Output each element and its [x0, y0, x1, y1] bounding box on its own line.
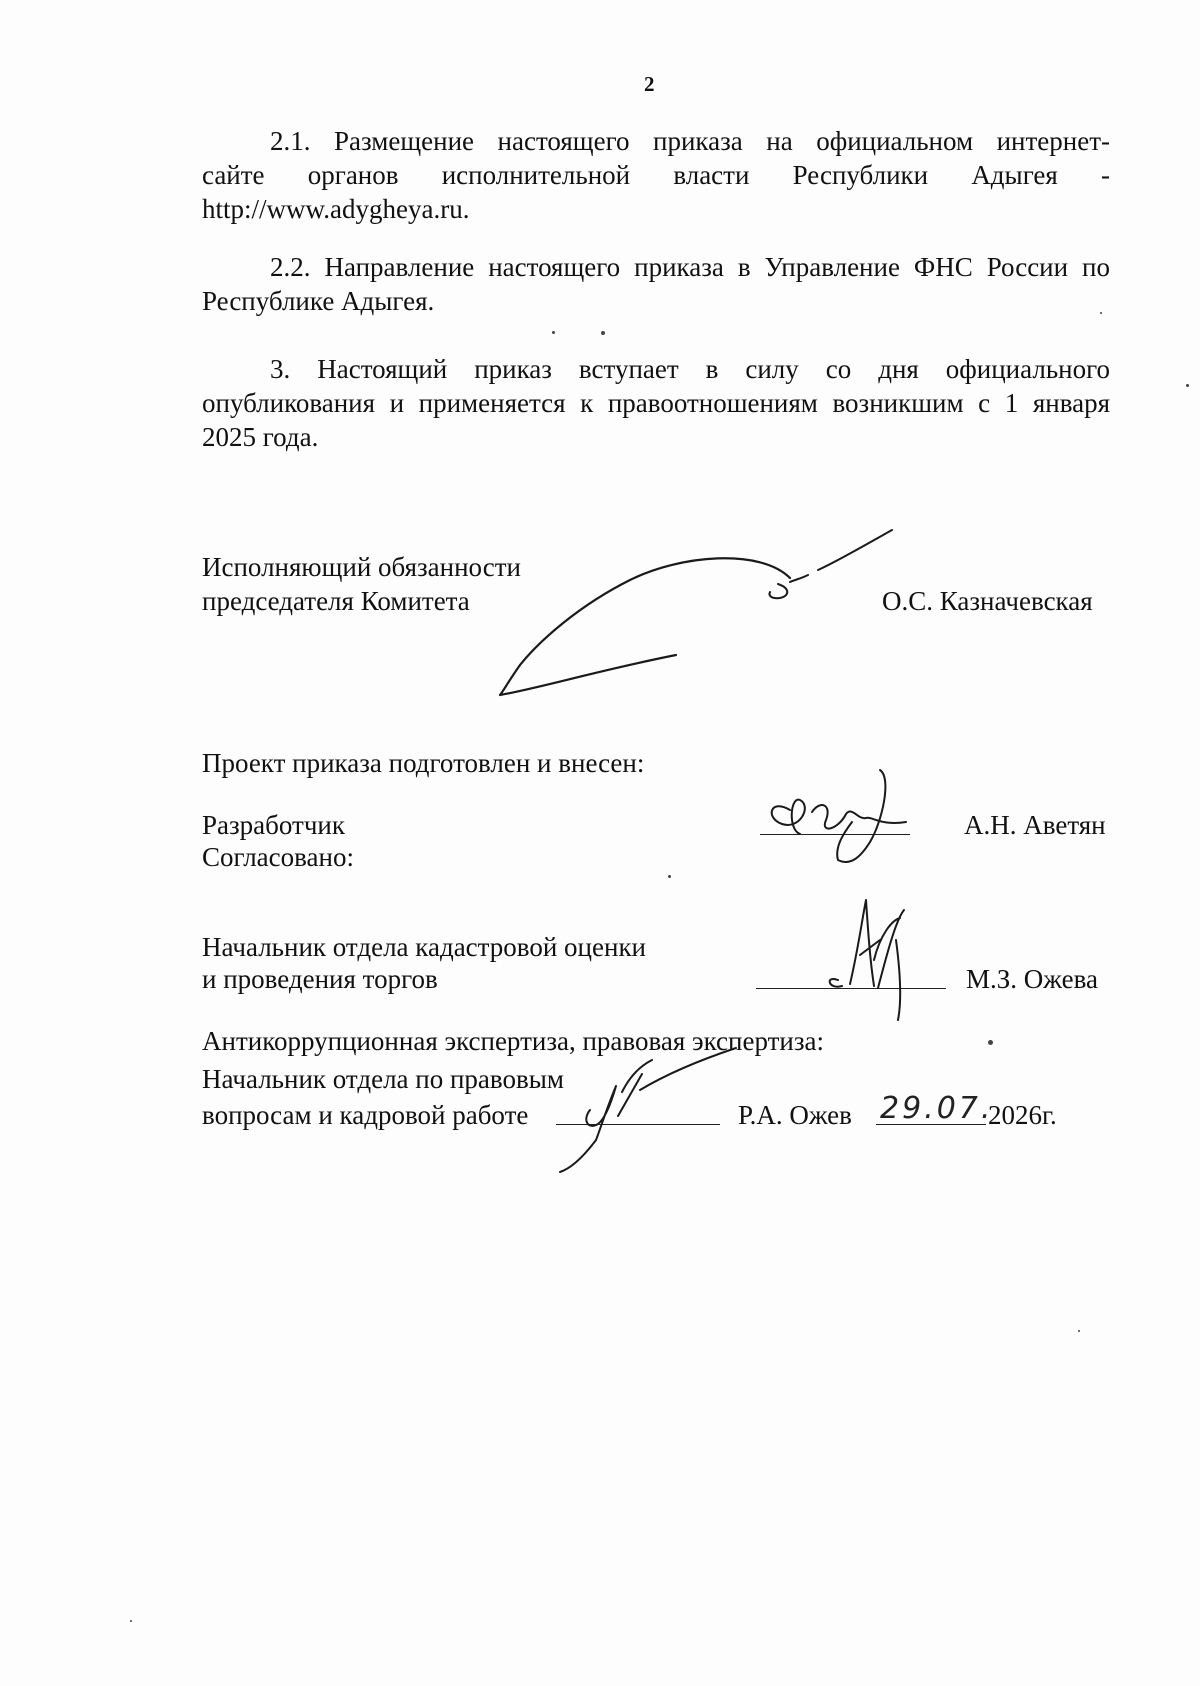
paragraph-2-1-line1: 2.1. Размещение настоящего приказа на официальном интернет- [270, 126, 1110, 156]
word: сайте [202, 160, 265, 190]
signatory-position-line2: председателя Комитета [202, 586, 470, 616]
scan-speck [1078, 1330, 1080, 1332]
scan-speck [130, 1620, 132, 1622]
page-number: 2 [644, 72, 655, 96]
legal-head-line1: Начальник отдела по правовым [202, 1064, 564, 1094]
paragraph-2-2-line1: 2.2. Направление настоящего приказа в Управление ФНС России по [270, 252, 1110, 282]
cadastral-head-line2: и проведения торгов [202, 964, 438, 994]
developer-label: Разработчик [202, 810, 345, 840]
word: - [1101, 160, 1111, 190]
paragraph-2-2-line2: Республике Адыгея. [202, 286, 435, 316]
scan-speck [552, 331, 555, 334]
paragraph-2-1 [202, 124, 1110, 226]
cadastral-head-line1: Начальник отдела кадастровой оценки [202, 932, 647, 962]
word: исполнительной [441, 160, 631, 190]
avetyan-signature [772, 770, 906, 862]
ozhev-signature [560, 1048, 736, 1172]
scan-speck [988, 1040, 993, 1045]
legal-signature-line [556, 1124, 720, 1125]
paragraph-2-1-line2 [202, 158, 1110, 192]
word: власти [673, 160, 750, 190]
word: органов [307, 160, 399, 190]
legal-head-name: Р.А. Ожев [738, 1100, 852, 1130]
project-heading: Проект приказа подготовлен и внесен: [202, 748, 645, 778]
date-underline [876, 1124, 986, 1125]
word: Адыгея [971, 160, 1058, 190]
paragraph-2-2 [202, 250, 1110, 318]
website-url: http://www.adygheya.ru. [202, 194, 470, 224]
scan-speck [1100, 312, 1102, 314]
handwritten-date: 29.07. [880, 1091, 994, 1126]
signatory-position-line1: Исполняющий обязанности [202, 552, 521, 582]
word: Республики [792, 160, 929, 190]
kaznachevskaya-signature [500, 530, 892, 695]
developer-signature-line [760, 834, 910, 835]
scan-speck [1186, 384, 1189, 387]
agreed-label: Согласовано: [202, 842, 354, 872]
scan-speck [601, 331, 605, 335]
paragraph-3-line3: 2025 года. [202, 422, 319, 452]
expertise-heading: Антикоррупционная экспертиза, правовая экспертиза: [202, 1026, 825, 1056]
paragraph-3-line1: 3. Настоящий приказ вступает в силу со дня официального [270, 354, 1110, 384]
paragraph-3 [202, 352, 1110, 454]
cadastral-signature-line [756, 988, 946, 989]
developer-name: А.Н. Аветян [964, 810, 1106, 840]
scan-speck [668, 875, 671, 878]
legal-head-line2: вопросам и кадровой работе [202, 1100, 529, 1130]
ozheva-signature [830, 900, 904, 1020]
cadastral-head-name: М.З. Ожева [966, 964, 1098, 994]
date-year: 2026г. [988, 1100, 1057, 1130]
signatory-name: О.С. Казначевская [882, 586, 1093, 616]
paragraph-3-line2: опубликования и применяется к правоотношениям возникшим с 1 января [202, 388, 1110, 418]
